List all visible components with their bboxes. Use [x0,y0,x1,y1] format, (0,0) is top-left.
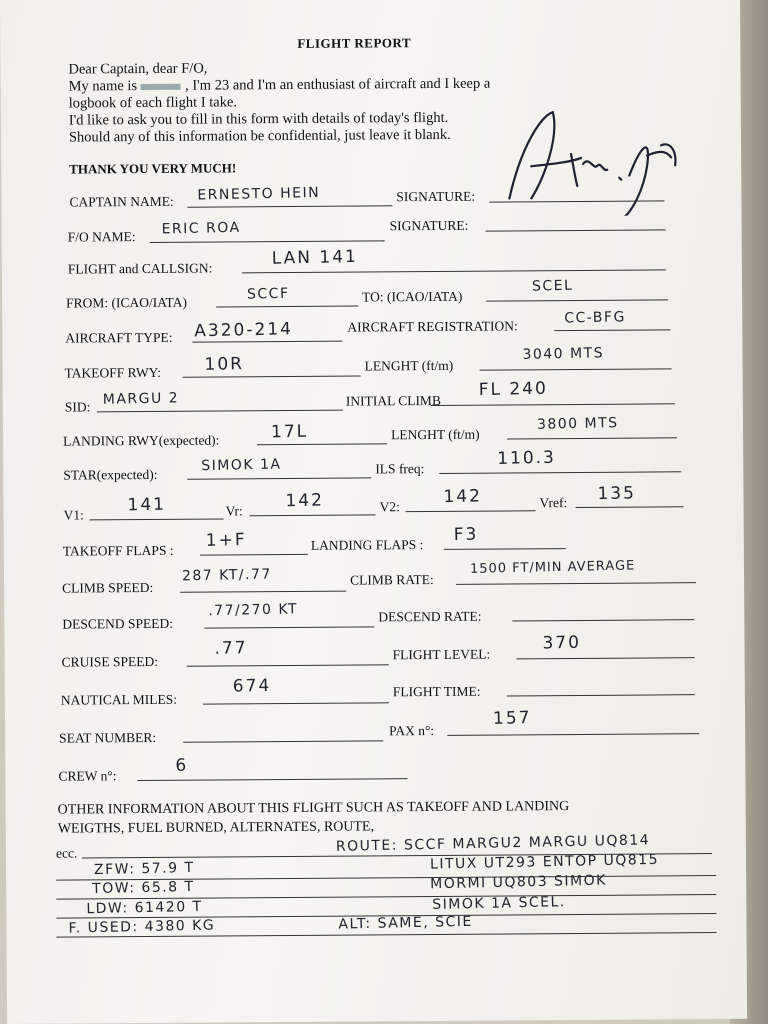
flight-callsign-label: FLIGHT and CALLSIGN: [67,260,213,277]
flight-level-value: 370 [542,632,582,654]
star-line [187,477,371,479]
sid-value: MARGU 2 [102,390,180,408]
climb-speed-value: 287 KT/.77 [181,566,272,585]
takeoff-rwy-label: TAKEOFF RWY: [64,364,161,381]
descend-speed-label: DESCEND SPEED: [62,615,174,632]
descend-speed-value: .77/270 KT [208,601,299,620]
landing-flaps-line [444,548,566,550]
ils-freq-value: 110.3 [497,447,557,469]
flight-callsign-line [242,269,666,273]
cruise-speed-value: .77 [214,638,248,659]
nautical-miles-label: NAUTICAL MILES: [60,691,178,708]
crew-label: CREW n°: [58,768,117,784]
seat-number-label: SEAT NUMBER: [59,729,157,746]
pax-value: 157 [492,708,532,729]
fo-name-line [150,240,385,243]
page-title: FLIGHT REPORT [297,35,412,51]
vr-label: Vr: [225,503,243,519]
captain-name-label: CAPTAIN NAME: [69,193,174,210]
star-value: SIMOK 1A [201,456,282,475]
sid-line [97,410,343,413]
intro-line-3: logbook of each flight I take. [68,94,238,112]
ecc-label: ecc. [55,845,78,861]
aircraft-registration-label: AIRCRAFT REGISTRATION: [347,318,518,335]
landing-flaps-value: F3 [453,524,479,546]
takeoff-flaps-value: 1+F [205,530,247,551]
v1-value: 141 [127,494,167,516]
initial-climb-line [431,403,675,406]
notes-right-3: MORMI UQ803 SIMOK [430,872,608,893]
landing-rwy-label: LANDING RWY(expected): [63,432,220,449]
vref-value: 135 [597,483,637,505]
seat-number-line [183,740,383,742]
from-label: FROM: (ICAO/IATA) [66,294,187,311]
fo-name-value: ERIC ROA [161,219,241,238]
crew-line [137,778,407,781]
fo-name-label: F/O NAME: [67,229,136,245]
v2-value: 142 [443,486,483,508]
nautical-miles-value: 674 [232,675,272,697]
intro-name-prefix: My name is [68,78,138,95]
takeoff-length-label: LENGHT (ft/m) [364,357,454,374]
landing-length-value: 3800 MTS [536,415,619,433]
climb-rate-line [456,582,696,585]
fo-signature-line [486,229,666,231]
from-line [216,306,358,308]
nautical-miles-line [203,702,389,704]
fo-signature-label: SIGNATURE: [389,217,469,234]
climb-speed-line [180,591,346,593]
thank-you-heading: THANK YOU VERY MUCH! [69,160,237,177]
intro-line-4: I'd like to ask you to fill in this form with details of today's flight. [68,109,449,129]
intro-name-suffix: , I'm 23 and I'm an enthusiast of aircraft and I keep a [185,75,491,94]
flight-time-line [507,694,695,696]
to-label: TO: (ICAO/IATA) [362,288,463,305]
flight-time-label: FLIGHT TIME: [392,683,481,700]
redacted-name [141,83,181,89]
notes-left-4: LDW: 61420 T [86,898,203,918]
climb-rate-label: CLIMB RATE: [350,571,434,588]
to-line [486,299,668,301]
pax-line [447,733,699,736]
takeoff-flaps-line [200,554,308,556]
notes-left-5: F. USED: 4380 KG [68,917,216,937]
captain-signature-scribble [501,105,692,216]
aircraft-type-label: AIRCRAFT TYPE: [65,329,173,346]
takeoff-rwy-line [183,375,361,377]
notes-left-2: ZFW: 57.9 T [93,859,195,879]
captain-signature-label: SIGNATURE: [396,188,476,205]
takeoff-length-value: 3040 MTS [522,345,605,363]
vref-label: Vref: [539,495,568,511]
crew-value: 6 [175,755,189,776]
landing-flaps-label: LANDING FLAPS : [310,537,424,553]
vref-line [576,506,684,508]
notes-right-1: ROUTE: SCCF MARGU2 MARGU UQ814 [335,832,651,855]
intro-line-2 [69,76,491,96]
ils-freq-label: ILS freq: [375,461,425,477]
aircraft-type-line [192,341,342,343]
initial-climb-label: INITIAL CLIMB [345,392,441,409]
landing-length-line [507,437,677,439]
v1-line [90,518,224,520]
descend-rate-line [512,619,694,621]
sid-label: SID: [64,399,91,415]
other-info-line-2: WEIGTHS, FUEL BURNED, ALTERNATES, ROUTE, [57,819,375,837]
descend-rate-label: DESCEND RATE: [378,608,482,625]
takeoff-flaps-label: TAKEOFF FLAPS : [62,542,174,559]
to-value: SCEL [531,277,574,295]
intro-line-1: Dear Captain, dear F/O, [68,60,208,78]
v2-label: V2: [379,499,400,515]
from-value: SCCF [246,285,290,303]
initial-climb-value: FL 240 [478,378,549,401]
climb-speed-label: CLIMB SPEED: [62,579,154,596]
descend-speed-line [204,626,374,628]
pax-label: PAX n°: [389,722,435,739]
flight-level-line [517,657,695,659]
landing-length-label: LENGHT (ft/m) [390,426,480,443]
aircraft-registration-line [554,329,670,331]
star-label: STAR(expected): [63,466,158,483]
vr-value: 142 [285,490,325,512]
notes-left-3: TOW: 65.8 T [92,878,195,898]
v1-label: V1: [63,507,84,523]
landing-rwy-line [257,443,387,445]
climb-rate-value: 1500 FT/MIN AVERAGE [469,558,636,577]
v2-line [406,510,536,512]
other-info-line-1: OTHER INFORMATION ABOUT THIS FLIGHT SUCH AS TAKEOFF AND LANDING [57,799,570,818]
landing-rwy-value: 17L [270,421,309,443]
ils-freq-line [439,471,681,474]
cruise-speed-line [187,664,389,666]
aircraft-type-value: A320-214 [194,319,294,342]
cruise-speed-label: CRUISE SPEED: [61,653,159,670]
takeoff-length-line [480,368,672,370]
notes-right-4: SIMOK 1A SCEL. [432,894,566,913]
notes-right-2: LITUX UT293 ENTOP UQ815 [429,851,660,873]
takeoff-rwy-value: 10R [204,354,245,375]
notes-right-5: ALT: SAME, SCIE [338,913,473,933]
intro-line-5: Should any of this information be confidential, just leave it blank. [68,126,451,146]
vr-line [250,514,376,516]
flight-callsign-value: LAN 141 [271,246,359,269]
captain-name-line [187,205,392,207]
captain-name-value: ERNESTO HEIN [197,184,321,204]
flight-level-label: FLIGHT LEVEL: [392,646,491,663]
aircraft-registration-value: CC-BFG [564,309,627,327]
